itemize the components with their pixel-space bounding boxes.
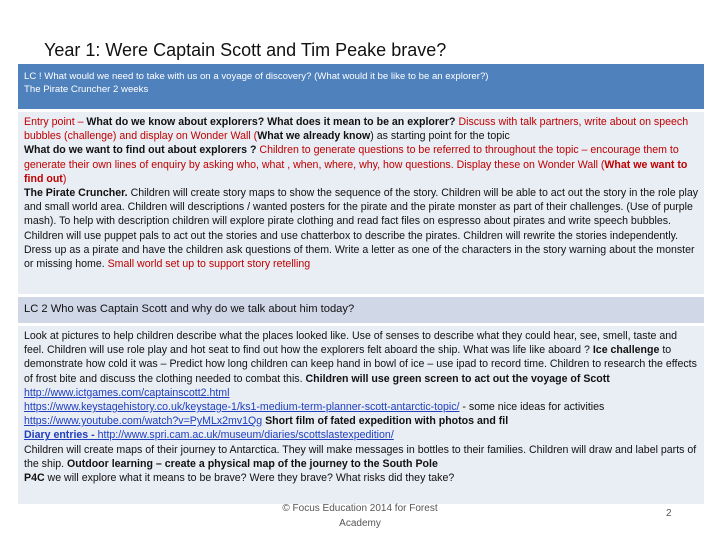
entry-point-label: Entry point – [24,116,87,128]
copyright-footer [268,501,452,531]
youtube-link[interactable]: https://www.youtube.com/watch?v=PyMLx2mv1Qg [24,415,263,428]
scott-intro-text: Look at pictures to help children describe what the places looked like. Use of senses to describe what they could hear, see, smell, taste and feel. Children will use role play and hot seat to find out how the explorers felt aboard the ship. What was life like aboard ? [24,330,678,357]
want-to-find-out-label: What we want to find out [24,158,688,185]
entry-starting-point-text: ) as starting point for the topic [370,130,510,143]
entry-point-cell [18,112,704,294]
lc1-header-row [18,64,704,109]
spri-diaries-link[interactable]: http://www.spri.cam.ac.uk/museum/diaries/scottslastexpedition/ [97,429,394,442]
page-number: 2 [666,508,672,519]
lc2-header-row [18,297,704,323]
lc1-subtitle: The Pirate Cruncher 2 weeks [24,84,149,95]
short-film-note: Short film of fated expedition with photos and fil [262,415,509,428]
find-out-text: Children to generate questions to be referred to throughout the topic – encourage them to generate their own lines of enquiry by asking who, what , when, where, why, how questions. Display these on Wonder Wall ( [24,144,679,171]
pirate-cruncher-text: Children will create story maps to show the sequence of the story. Children will be able to act out the story in the role play and small world area. Children will descriptions / wanted posters for the pirate and the pirate monster as part of their challenges. (Use of purple mash). To help with description children will explore pirate clothing and read fact files on espresso about pirates and write speech bubbles. Children will use puppet pals to act out the stories and use chatterbox to describe the pirates. Children will rewrite the stories independently. Dress up as a pirate and have the children ask questions of them. Write a letter as one of the characters in the story warning about the monster or missing home. [24,187,699,271]
copyright-line: © Focus Education 2014 for Forest [282,503,438,514]
entry-discuss-text: Discuss with talk partners, write about on speech bubbles (challenge) and display on Wonder Wall ( [24,116,689,143]
find-out-close: ) [62,172,67,185]
maps-text: Children will create maps of their journey to Antarctica. They will make messages in bottles to their families. Children will draw and label parts of the ship. [24,443,697,470]
activities-note: - some nice ideas for activities [459,401,605,414]
outdoor-learning-text: Outdoor learning – create a physical map of the journey to the South Pole [67,457,438,470]
page-title: Year 1: Were Captain Scott and Tim Peake brave? [44,40,447,60]
content-table [18,64,704,504]
lc1-question: LC ! What would we need to take with us on a voyage of discovery? (What would it be like to be an explorer?) [24,71,489,82]
entry-question: What do we know about explorers? What does it mean to be an explorer? [86,116,456,128]
keystagehistory-link[interactable]: https://www.keystagehistory.co.uk/keystage-1/ks1-medium-term-planner-scott-antarctic-topic/ [24,401,460,414]
p4c-text: we will explore what it means to be brave? Were they brave? What risks did they take? [44,472,455,485]
lc2-heading: LC 2 Who was Captain Scott and why do we talk about him today? [24,303,355,315]
pirate-cruncher-heading: The Pirate Cruncher. [24,187,128,200]
p4c-label: P4C [24,472,45,485]
ice-challenge-label: Ice challenge [592,344,660,357]
ice-challenge-text: to demonstrate how cold it was – Predict how long children can keep hand in bowl of ice – use ipad to record time. Children to research the effects of frost bite and discuss the clothing needed to combat this. [24,344,697,385]
captain-scott-cell [18,326,704,504]
ictgames-link[interactable]: http://www.ictgames.com/captainscott2.html [24,386,230,399]
copyright-line-2: Academy [339,518,381,529]
already-know-label: What we already know [257,130,371,143]
find-out-question: What do we want to find out about explorers ? [24,144,257,157]
green-screen-text: Children will use green screen to act out the voyage of Scott [305,372,610,385]
small-world-text: Small world set up to support story retelling [107,258,311,271]
diary-entries-label: Diary entries - [24,429,98,442]
